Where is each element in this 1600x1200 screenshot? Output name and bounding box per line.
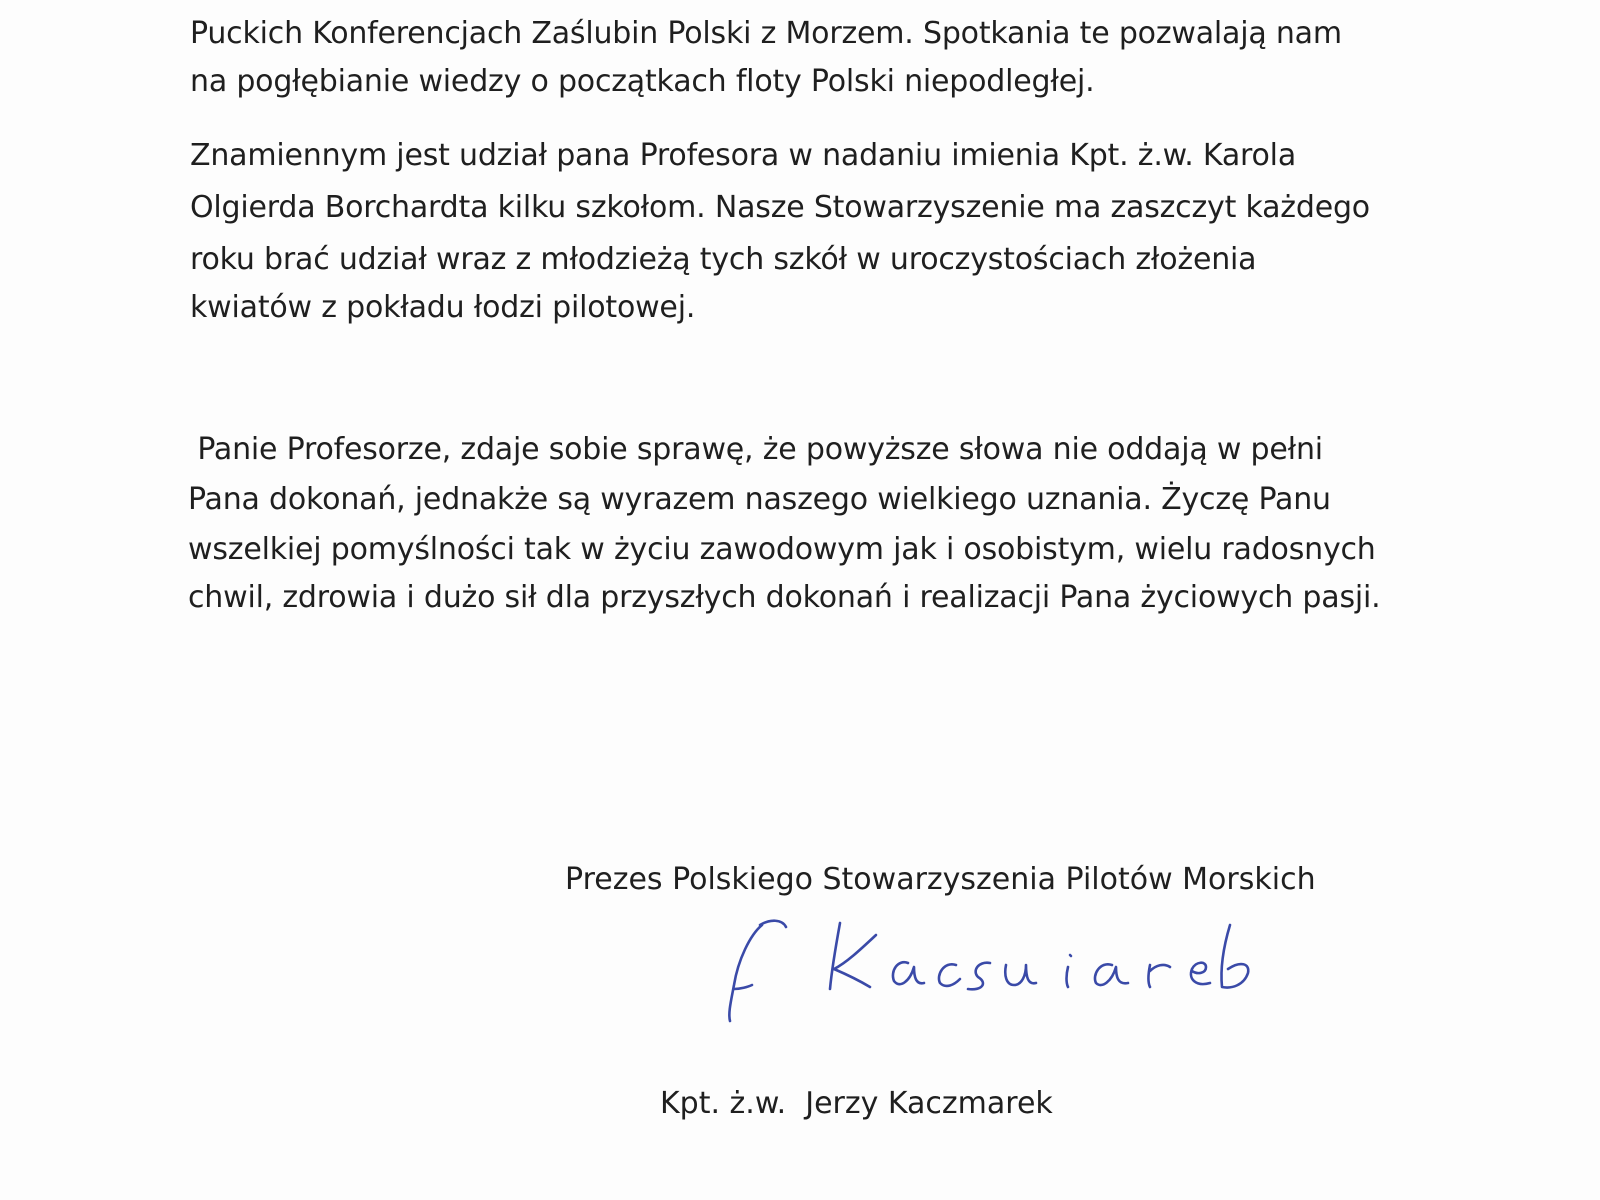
paragraph-line: chwil, zdrowia i dużo sił dla przyszłych dokonań i realizacji Pana życiowych pasji. bbox=[188, 580, 1381, 615]
handwritten-signature bbox=[720, 905, 1280, 1025]
cut-off-top-line bbox=[190, 0, 1147, 1]
paragraph-line: Znamiennym jest udział pana Profesora w nadaniu imienia Kpt. ż.w. Karola bbox=[190, 138, 1297, 173]
signatory-title: Prezes Polskiego Stowarzyszenia Pilotów Morskich bbox=[565, 862, 1316, 897]
paragraph-line: Panie Profesorze, zdaje sobie sprawę, że powyższe słowa nie oddają w pełni bbox=[188, 432, 1323, 467]
paragraph-line: Pana dokonań, jednakże są wyrazem naszego wielkiego uznania. Życzę Panu bbox=[188, 482, 1331, 517]
paragraph-line: wszelkiej pomyślności tak w życiu zawodowym jak i osobistym, wielu radosnych bbox=[188, 532, 1376, 567]
paragraph-line: kwiatów z pokładu łodzi pilotowej. bbox=[190, 290, 696, 325]
paragraph-line: na pogłębianie wiedzy o początkach floty Polski niepodległej. bbox=[190, 64, 1095, 99]
signatory-name: Kpt. ż.w. Jerzy Kaczmarek bbox=[660, 1086, 1053, 1121]
paragraph-line: Puckich Konferencjach Zaślubin Polski z Morzem. Spotkania te pozwalają nam bbox=[190, 16, 1342, 51]
paragraph-line: roku brać udział wraz z młodzieżą tych szkół w uroczystościach złożenia bbox=[190, 242, 1257, 277]
paragraph-line: Olgierda Borchardta kilku szkołom. Nasze Stowarzyszenie ma zaszczyt każdego bbox=[190, 190, 1370, 225]
